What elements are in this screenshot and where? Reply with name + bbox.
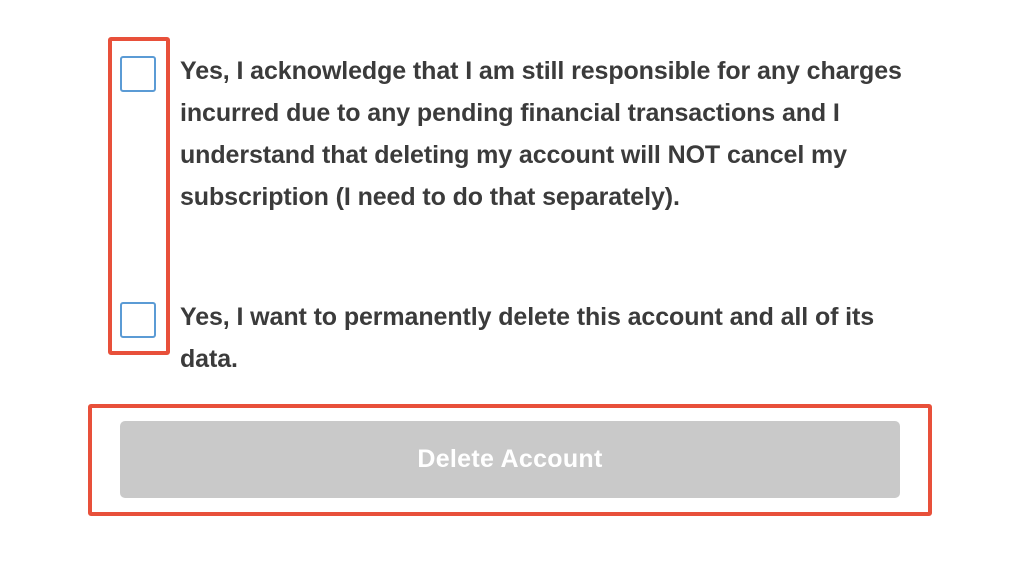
checkbox-responsibility-consent[interactable] <box>120 56 156 92</box>
consent-label-responsibility: Yes, I acknowledge that I am still responsible for any charges incurred due to any pending financial transactions and I understand that deleting my account will NOT cancel my subscription (I need to do that separately). <box>180 57 902 211</box>
delete-account-button[interactable]: Delete Account <box>120 421 900 498</box>
checkbox-delete-consent[interactable] <box>120 302 156 338</box>
consent-row-delete[interactable] <box>120 296 910 380</box>
consent-label-delete: Yes, I want to permanently delete this account and all of its data. <box>180 303 875 373</box>
consent-row-responsibility[interactable] <box>120 50 910 218</box>
